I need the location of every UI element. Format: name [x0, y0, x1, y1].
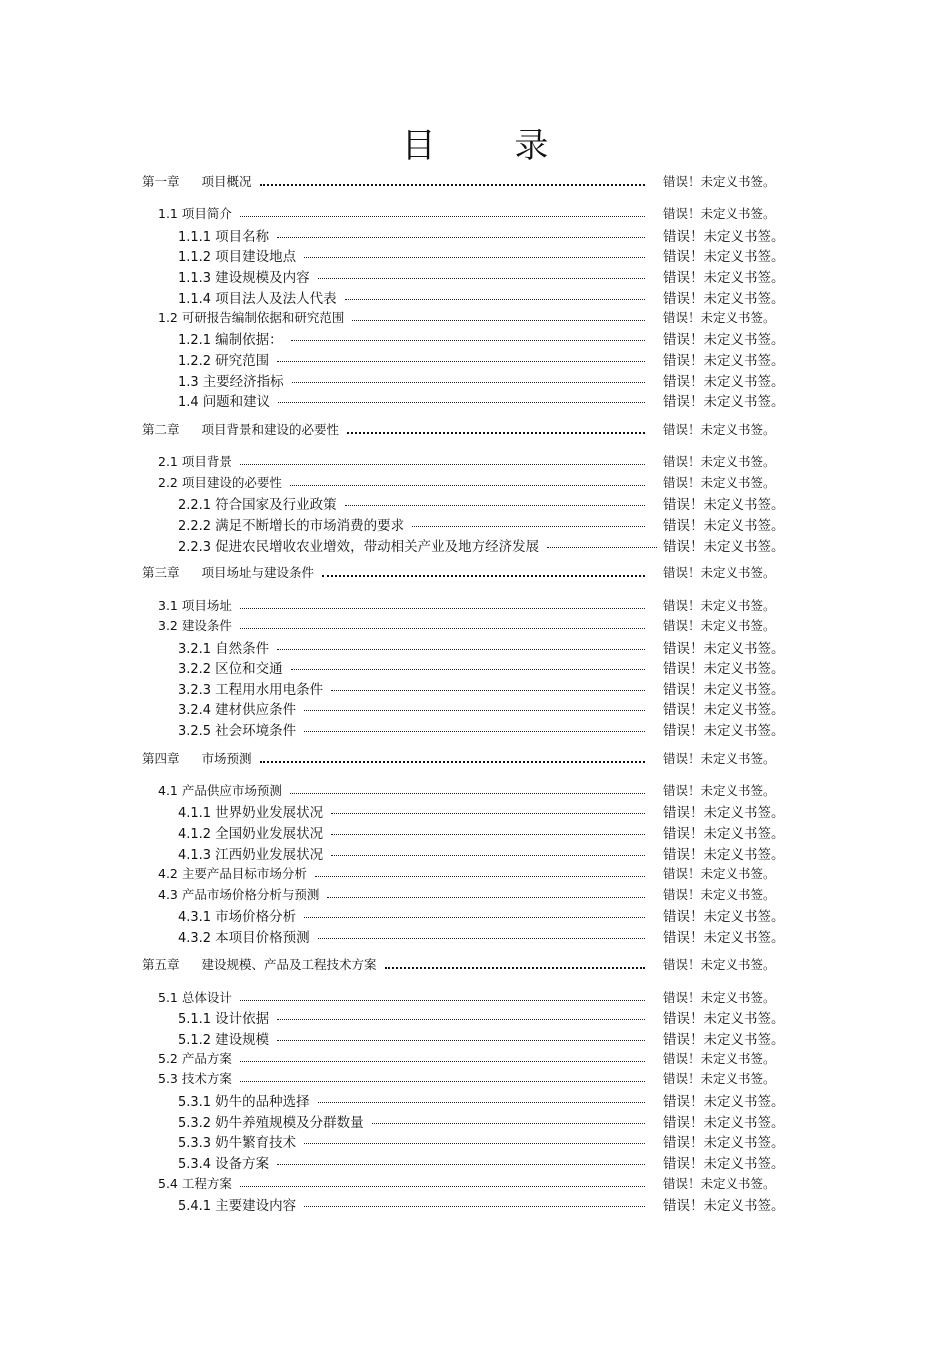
- toc-leader-dots: [290, 793, 645, 794]
- toc-entry[interactable]: [0, 905, 950, 925]
- toc-leader-dots: [277, 237, 645, 238]
- toc-entry[interactable]: [0, 719, 950, 739]
- toc-entry-number: 3.2: [158, 618, 178, 633]
- toc-entry-number: 5.4: [158, 1176, 178, 1191]
- toc-leader-dots: [278, 402, 645, 403]
- toc-page-ref: 错误！未定义书签。: [663, 661, 785, 677]
- toc-entry-title: 建设条件: [181, 618, 232, 633]
- toc-entry[interactable]: [0, 535, 950, 555]
- toc-entry-title: 项目名称: [215, 229, 270, 245]
- page-title: 目 录: [401, 126, 583, 166]
- toc-entry-title: 工程用水用电条件: [215, 682, 324, 698]
- toc-page-ref: 错误！未定义书签。: [663, 1094, 785, 1110]
- toc-leader-dots: [315, 876, 645, 877]
- toc-entry-number: 5.3.2: [178, 1116, 212, 1131]
- toc-entry-title: 江西奶业发展状况: [215, 847, 324, 863]
- toc-entry-title: 可研报告编制依据和研究范围: [181, 310, 345, 325]
- toc-leader-dots: [291, 669, 645, 670]
- toc-leader-dots: [322, 575, 645, 577]
- toc-leader-dots: [304, 257, 645, 258]
- toc-entry-number: 3.2.3: [178, 683, 212, 698]
- toc-entry-title: 符合国家及行业政策: [215, 497, 337, 513]
- toc-page-ref: 错误！未定义书签。: [663, 847, 785, 863]
- toc-entry-title: 市场价格分析: [215, 909, 297, 925]
- toc-entry-number: 第五章: [142, 957, 180, 972]
- toc-entry-title: 编制依据：: [215, 332, 283, 348]
- toc-page-ref: 错误！未定义书签。: [663, 618, 776, 633]
- toc-entry[interactable]: [0, 514, 950, 534]
- toc-leader-dots: [240, 464, 645, 465]
- toc-entry[interactable]: [0, 1131, 950, 1151]
- toc-entry[interactable]: [0, 225, 950, 245]
- toc-entry-title: 区位和交通: [215, 661, 283, 677]
- toc-page-ref: 错误！未定义书签。: [663, 723, 785, 739]
- toc-entry-number: 5.1.2: [178, 1033, 212, 1048]
- toc-entry-title: 建设规模、产品及工程技术方案: [201, 957, 377, 972]
- toc-entry[interactable]: [0, 864, 950, 884]
- toc-entry-number: 1.1.1: [178, 230, 212, 245]
- toc-page-ref: 错误！未定义书签。: [663, 930, 785, 946]
- toc-entry-number: 3.2.1: [178, 642, 212, 657]
- toc-entry-title: 世界奶业发展状况: [215, 805, 324, 821]
- toc-leader-dots: [304, 710, 645, 711]
- toc-entry-title: 项目简介: [181, 206, 232, 221]
- toc-entry[interactable]: [0, 349, 950, 369]
- toc-leader-dots: [240, 608, 645, 609]
- toc-entry[interactable]: [0, 1152, 950, 1172]
- toc-entry[interactable]: [0, 245, 950, 265]
- toc-entry-title: 项目建设的必要性: [181, 475, 282, 490]
- toc-entry-number: 2.2.1: [178, 498, 212, 513]
- toc-entry-title: 满足不断增长的市场消费的要求: [215, 518, 405, 534]
- toc-entry-title: 建设规模及内容: [215, 270, 310, 286]
- toc-entry-number: 4.1.3: [178, 848, 212, 863]
- toc-leader-dots: [260, 761, 645, 763]
- toc-page-ref: 错误！未定义书签。: [663, 374, 785, 390]
- toc-entry[interactable]: [0, 843, 950, 863]
- toc-entry[interactable]: [0, 1194, 950, 1214]
- toc-page-ref: 错误！未定义书签。: [663, 866, 776, 881]
- toc-entry[interactable]: [0, 955, 950, 975]
- toc-leader-dots: [331, 690, 645, 691]
- toc-page-ref: 错误！未定义书签。: [663, 1051, 776, 1066]
- toc-leader-dots: [240, 1000, 645, 1001]
- toc-entry-number: 5.4.1: [178, 1199, 212, 1214]
- toc-leader-dots: [304, 1143, 645, 1144]
- toc-entry-title: 项目背景: [181, 454, 232, 469]
- toc-page-ref: 错误！未定义书签。: [663, 702, 785, 718]
- toc-entry[interactable]: [0, 172, 950, 192]
- toc-page-ref: 错误！未定义书签。: [663, 249, 785, 265]
- toc-entry[interactable]: [0, 1174, 950, 1194]
- toc-leader-dots: [352, 320, 645, 321]
- toc-entry-title: 研究范围: [215, 353, 270, 369]
- toc-entry-number: 3.1: [158, 598, 178, 613]
- toc-entry-title: 奶牛养殖规模及分群数量: [215, 1115, 364, 1131]
- toc-entry-title: 本项目价格预测: [215, 930, 310, 946]
- toc-page-ref: 错误！未定义书签。: [663, 887, 776, 902]
- toc-entry-number: 1.1: [158, 206, 178, 221]
- toc-leader-dots: [345, 505, 645, 506]
- toc-entry[interactable]: [0, 822, 950, 842]
- toc-entry[interactable]: [0, 473, 950, 493]
- toc-entry-number: 4.3.1: [178, 910, 212, 925]
- toc-page-ref: 错误！未定义书签。: [663, 1156, 785, 1172]
- toc-entry-number: 第四章: [142, 751, 180, 766]
- toc-leader-dots: [327, 897, 645, 898]
- toc-leader-dots: [304, 1206, 645, 1207]
- toc-entry[interactable]: [0, 926, 950, 946]
- toc-entry-title: 技术方案: [181, 1071, 232, 1086]
- toc-entry-title: 社会环境条件: [215, 723, 297, 739]
- toc-page-ref: 错误！未定义书签。: [663, 332, 785, 348]
- toc-page-ref: 错误！未定义书签。: [663, 598, 776, 613]
- toc-leader-dots: [240, 216, 645, 217]
- toc-leader-dots: [385, 967, 645, 969]
- toc-leader-dots: [240, 1061, 645, 1062]
- toc-page-ref: 错误！未定义书签。: [663, 353, 785, 369]
- toc-leader-dots: [291, 340, 645, 341]
- toc-entry-number: 4.3.2: [178, 931, 212, 946]
- toc-page-ref: 错误！未定义书签。: [663, 957, 776, 972]
- toc-entry-title: 工程方案: [181, 1176, 232, 1191]
- toc-entry[interactable]: [0, 678, 950, 698]
- toc-entry-title: 总体设计: [181, 990, 232, 1005]
- toc-entry-number: 1.3: [178, 375, 199, 390]
- toc-entry-number: 1.1.3: [178, 271, 212, 286]
- toc-entry-number: 2.1: [158, 454, 178, 469]
- toc-page-ref: 错误！未定义书签。: [663, 1071, 776, 1086]
- toc-entry[interactable]: [0, 781, 950, 801]
- toc-leader-dots: [277, 361, 645, 362]
- toc-entry-number: 1.2: [158, 310, 178, 325]
- toc-leader-dots: [240, 628, 645, 629]
- toc-entry-number: 1.1.2: [178, 250, 212, 265]
- toc-entry-number: 3.2.5: [178, 724, 212, 739]
- toc-entry-title: 主要经济指标: [202, 374, 284, 390]
- toc-entry-title: 市场预测: [201, 751, 252, 766]
- toc-entry-title: 奶牛的品种选择: [215, 1094, 310, 1110]
- toc-page-ref: 错误！未定义书签。: [663, 422, 776, 437]
- toc-page-ref: 错误！未定义书签。: [663, 805, 785, 821]
- toc-entry-number: 5.3.4: [178, 1157, 212, 1172]
- toc-leader-dots: [318, 938, 645, 939]
- toc-leader-dots: [331, 834, 645, 835]
- toc-page-ref: 错误！未定义书签。: [663, 1198, 785, 1214]
- toc-entry-number: 4.2: [158, 866, 178, 881]
- toc-page-ref: 错误！未定义书签。: [663, 565, 776, 580]
- toc-entry-number: 5.3: [158, 1071, 178, 1086]
- toc-entry-title: 主要建设内容: [215, 1198, 297, 1214]
- toc-entry[interactable]: [0, 657, 950, 677]
- toc-entry-title: 建设规模: [215, 1032, 270, 1048]
- toc-leader-dots: [304, 917, 645, 918]
- toc-page-ref: 错误！未定义书签。: [663, 291, 785, 307]
- toc-entry-title: 产品供应市场预测: [181, 783, 282, 798]
- toc-entry-number: 4.1: [158, 783, 178, 798]
- toc-entry-title: 主要产品目标市场分析: [181, 866, 307, 881]
- toc-entry-number: 3.2.2: [178, 662, 212, 677]
- toc-page-ref: 错误！未定义书签。: [663, 909, 785, 925]
- toc-entry[interactable]: [0, 885, 950, 905]
- toc-entry[interactable]: [0, 637, 950, 657]
- toc-leader-dots: [331, 855, 645, 856]
- toc-entry-title: 项目场址与建设条件: [201, 565, 315, 580]
- toc-leader-dots: [277, 1164, 645, 1165]
- toc-entry-number: 2.2.2: [178, 519, 212, 534]
- toc-entry[interactable]: [0, 328, 950, 348]
- toc-page-ref: 错误！未定义书签。: [663, 1032, 785, 1048]
- toc-entry[interactable]: [0, 493, 950, 513]
- toc-entry-number: 4.1.2: [178, 827, 212, 842]
- toc-entry[interactable]: [0, 801, 950, 821]
- toc-entry-title: 项目法人及法人代表: [215, 291, 337, 307]
- toc-entry[interactable]: [0, 1090, 950, 1110]
- toc-entry[interactable]: [0, 266, 950, 286]
- toc-page-ref: 错误！未定义书签。: [663, 174, 776, 189]
- toc-entry-number: 5.3.1: [178, 1095, 212, 1110]
- toc-entry-title: 全国奶业发展状况: [215, 826, 324, 842]
- toc-entry-number: 第一章: [142, 174, 180, 189]
- toc-page-ref: 错误！未定义书签。: [663, 641, 785, 657]
- toc-leader-dots: [347, 432, 645, 434]
- toc-page-ref: 错误！未定义书签。: [663, 826, 785, 842]
- toc-entry-title: 建材供应条件: [215, 702, 297, 718]
- toc-entry[interactable]: [0, 616, 950, 636]
- toc-entry-title: 设计依据: [215, 1011, 270, 1027]
- toc-page-ref: 错误！未定义书签。: [663, 751, 776, 766]
- toc-page-ref: 错误！未定义书签。: [663, 497, 785, 513]
- toc-entry[interactable]: [0, 749, 950, 769]
- toc-page-ref: 错误！未定义书签。: [663, 475, 776, 490]
- toc-leader-dots: [345, 299, 645, 300]
- toc-entry[interactable]: [0, 563, 950, 583]
- toc-leader-dots: [412, 526, 645, 527]
- toc-leader-dots: [277, 1040, 645, 1041]
- toc-leader-dots: [240, 1081, 645, 1082]
- toc-entry-number: 1.2.1: [178, 333, 212, 348]
- toc-entry-title: 促进农民增收农业增效，带动相关产业及地方经济发展: [215, 539, 540, 555]
- toc-entry-title: 项目建设地点: [215, 249, 297, 265]
- toc-page-ref: 错误！未定义书签。: [663, 206, 776, 221]
- toc-leader-dots: [331, 813, 645, 814]
- toc-leader-dots: [318, 1102, 645, 1103]
- toc-page-ref: 错误！未定义书签。: [663, 1135, 785, 1151]
- toc-page-ref: 错误！未定义书签。: [663, 310, 776, 325]
- toc-entry-title: 项目背景和建设的必要性: [201, 422, 340, 437]
- toc-entry[interactable]: [0, 1069, 950, 1089]
- toc-page-ref: 错误！未定义书签。: [663, 539, 785, 555]
- toc-entry-number: 5.1.1: [178, 1012, 212, 1027]
- toc-leader-dots: [292, 382, 645, 383]
- toc-entry[interactable]: [0, 988, 950, 1008]
- toc-entry-title: 奶牛繁育技术: [215, 1135, 297, 1151]
- toc-entry-title: 项目场址: [181, 598, 232, 613]
- toc-leader-dots: [318, 278, 645, 279]
- toc-entry-number: 3.2.4: [178, 703, 212, 718]
- toc-leader-dots: [304, 731, 645, 732]
- toc-page-ref: 错误！未定义书签。: [663, 1011, 785, 1027]
- toc-entry[interactable]: [0, 287, 950, 307]
- toc-entry-number: 1.2.2: [178, 354, 212, 369]
- toc-entry-number: 1.4: [178, 395, 199, 410]
- toc-leader-dots: [260, 184, 645, 186]
- toc-entry-title: 产品方案: [181, 1051, 232, 1066]
- toc-leader-dots: [277, 649, 645, 650]
- toc-entry-number: 5.2: [158, 1051, 178, 1066]
- toc-leader-dots: [240, 1186, 645, 1187]
- toc-entry[interactable]: [0, 698, 950, 718]
- toc-page-ref: 错误！未定义书签。: [663, 1115, 785, 1131]
- toc-entry-number: 2.2: [158, 475, 178, 490]
- toc-entry-number: 5.1: [158, 990, 178, 1005]
- toc-leader-dots: [290, 485, 645, 486]
- toc-entry-title: 问题和建议: [202, 394, 271, 410]
- toc-entry-number: 第二章: [142, 422, 180, 437]
- toc-entry[interactable]: [0, 370, 950, 390]
- toc-page-ref: 错误！未定义书签。: [663, 518, 785, 534]
- toc-entry-title: 设备方案: [215, 1156, 270, 1172]
- toc-leader-dots: [547, 547, 657, 548]
- toc-page-ref: 错误！未定义书签。: [663, 990, 776, 1005]
- toc-entry[interactable]: [0, 452, 950, 472]
- toc-leader-dots: [277, 1019, 645, 1020]
- toc-entry-title: 产品市场价格分析与预测: [181, 887, 320, 902]
- toc-page-ref: 错误！未定义书签。: [663, 229, 785, 245]
- toc-page-ref: 错误！未定义书签。: [663, 454, 776, 469]
- toc-entry-number: 第三章: [142, 565, 180, 580]
- toc-entry-number: 1.1.4: [178, 292, 212, 307]
- toc-entry-number: 5.3.3: [178, 1136, 212, 1151]
- toc-entry[interactable]: [0, 1049, 950, 1069]
- toc-entry[interactable]: [0, 1007, 950, 1027]
- toc-page-ref: 错误！未定义书签。: [663, 270, 785, 286]
- toc-entry[interactable]: [0, 1111, 950, 1131]
- toc-entry-number: 2.2.3: [178, 540, 212, 555]
- toc-entry[interactable]: [0, 390, 950, 410]
- toc-page-ref: 错误！未定义书签。: [663, 682, 785, 698]
- toc-page-ref: 错误！未定义书签。: [663, 783, 776, 798]
- toc-leader-dots: [372, 1123, 645, 1124]
- toc-page-ref: 错误！未定义书签。: [663, 1176, 776, 1191]
- toc-entry[interactable]: [0, 596, 950, 616]
- toc-entry-title: 项目概况: [201, 174, 252, 189]
- toc-entry[interactable]: [0, 1028, 950, 1048]
- toc-entry[interactable]: [0, 308, 950, 328]
- toc-entry-number: 4.3: [158, 887, 178, 902]
- toc-page-ref: 错误！未定义书签。: [663, 394, 785, 410]
- toc-entry-number: 4.1.1: [178, 806, 212, 821]
- toc-entry[interactable]: [0, 204, 950, 224]
- toc-entry-title: 自然条件: [215, 641, 270, 657]
- toc-entry[interactable]: [0, 420, 950, 440]
